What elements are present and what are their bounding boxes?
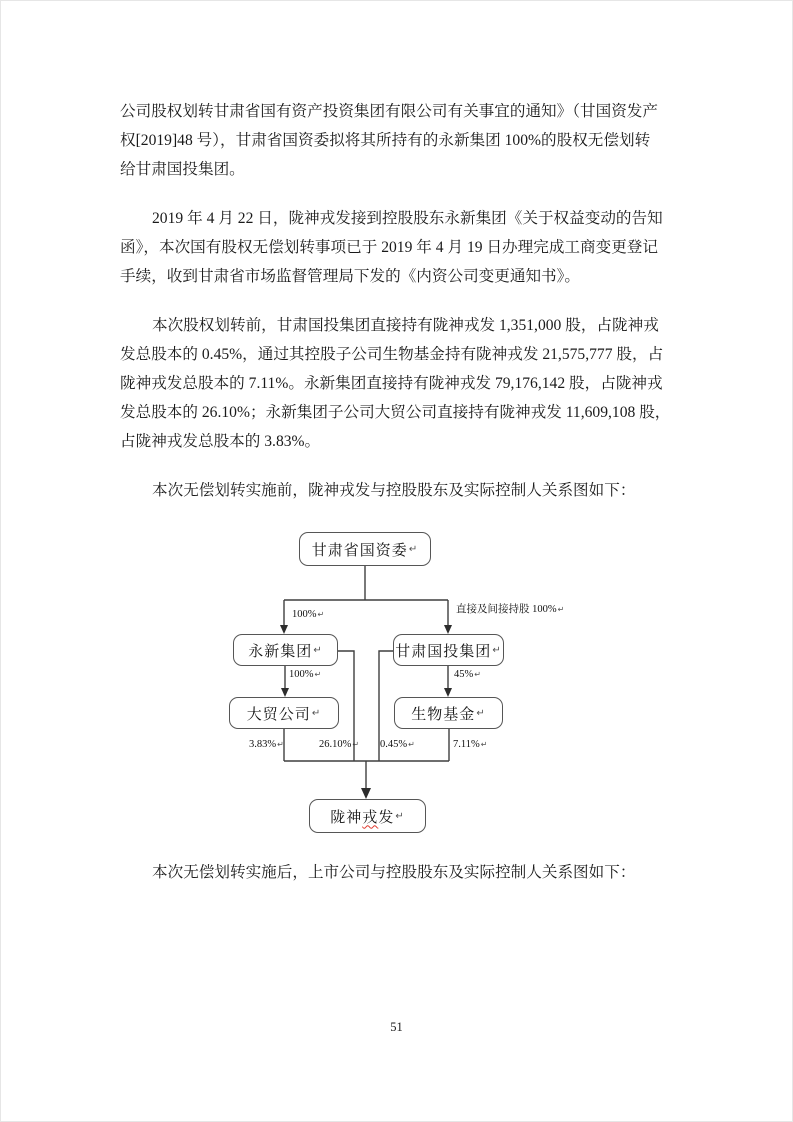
- paragraph-5-diagram-intro-after: [120, 858, 676, 887]
- edge-label-damao-holding: [249, 739, 284, 751]
- misspelled-character: 戎: [362, 809, 379, 826]
- paragraph-3: [120, 311, 676, 456]
- edge-label-text: 3.83%: [249, 739, 277, 750]
- edge-label-fund-holding: [453, 739, 487, 751]
- node-gansu-sasac: [299, 532, 431, 566]
- return-mark-icon: ↵: [474, 670, 481, 679]
- text-line: 本次无偿划转实施后，上市公司与控股股东及实际控制人关系图如下：: [152, 864, 636, 881]
- edge-label-text: 100%: [289, 669, 314, 680]
- return-mark-icon: ↵: [408, 543, 419, 555]
- text-line: 函》，本次国有股权无偿划转事项已于 2019 年 4 月 19 日办理完成工商变更登记: [120, 239, 658, 256]
- return-mark-icon: ↵: [395, 810, 405, 822]
- text-line: 手续，收到甘肃省市场监督管理局下发的《内资公司变更通知书》。: [120, 268, 581, 285]
- node-label: 甘肃国投集团: [395, 643, 492, 660]
- page-number: 51: [390, 1020, 403, 1034]
- paragraph-1: [120, 97, 676, 184]
- text-line: 2019 年 4 月 22 日，陇神戎发接到控股股东永新集团《关于权益变动的告知: [152, 210, 663, 227]
- return-mark-icon: ↵: [557, 605, 565, 614]
- node-label: 陇神: [330, 809, 363, 826]
- return-mark-icon: ↵: [311, 707, 322, 719]
- text-line: 给甘肃国投集团。: [120, 161, 245, 178]
- node-label: 生物基金: [411, 706, 476, 723]
- edge-label-yongxin-to-damao: [289, 669, 321, 681]
- text-line: 发总股本的 26.10%；永新集团子公司大贸公司直接持有陇神戎发 11,609,108 股，: [120, 404, 671, 421]
- edge-label-text: 直接及间接持股 100%: [456, 604, 557, 615]
- return-mark-icon: ↵: [314, 670, 322, 679]
- edge-label-guotou-holding: [380, 739, 415, 751]
- return-mark-icon: ↵: [408, 740, 415, 749]
- node-gansu-guotou-group: [393, 634, 504, 666]
- text-line: 公司股权划转甘肃省国有资产投资集团有限公司有关事宜的通知》（甘国资发产: [120, 103, 658, 120]
- node-yongxin-group: [233, 634, 338, 666]
- node-label: 大贸公司: [246, 706, 311, 723]
- edge-label-sasac-to-guotou: [456, 604, 564, 616]
- connector-lines: [120, 521, 676, 841]
- text-line: 占陇神戎发总股本的 3.83%。: [120, 433, 321, 450]
- node-label: 永新集团: [248, 643, 313, 660]
- paragraph-2: [120, 204, 676, 291]
- edge-label-text: 7.11%: [453, 739, 480, 750]
- node-label: 发: [378, 809, 395, 826]
- edge-label-text: 0.45%: [380, 739, 408, 750]
- return-mark-icon: ↵: [476, 707, 486, 719]
- text-line: 本次股权划转前，甘肃国投集团直接持有陇神戎发 1,351,000 股，占陇神戎: [152, 317, 659, 334]
- return-mark-icon: ↵: [480, 740, 488, 749]
- return-mark-icon: ↵: [277, 740, 284, 749]
- return-mark-icon: ↵: [492, 644, 502, 656]
- edge-label-text: 100%: [292, 609, 317, 620]
- return-mark-icon: ↵: [352, 740, 360, 749]
- text-line: 权[2019]48 号），甘肃省国资委拟将其所持有的永新集团 100%的股权无偿划转: [120, 132, 651, 149]
- paragraph-4-diagram-intro-before: [120, 476, 676, 505]
- edge-label-sasac-to-yongxin: [292, 609, 324, 621]
- return-mark-icon: ↵: [317, 610, 325, 619]
- text-line: 发总股本的 0.45%，通过其控股子公司生物基金持有陇神戎发 21,575,777 股，占: [120, 346, 664, 363]
- node-longshen-rongfa: [309, 799, 426, 833]
- edge-label-guotou-to-fund: [454, 669, 481, 681]
- text-line: 陇神戎发总股本的 7.11%。永新集团直接持有陇神戎发 79,176,142 股，占陇神戎: [120, 375, 663, 392]
- edge-label-text: 45%: [454, 669, 474, 680]
- edge-label-text: 26.10%: [319, 739, 352, 750]
- text-line: 本次无偿划转实施前，陇神戎发与控股股东及实际控制人关系图如下：: [152, 482, 636, 499]
- return-mark-icon: ↵: [313, 644, 323, 656]
- node-damao-company: [229, 697, 339, 729]
- node-label: 甘肃省国资委: [311, 542, 408, 559]
- ownership-relationship-diagram: [120, 521, 676, 841]
- edge-label-yongxin-holding: [319, 739, 359, 751]
- node-biology-fund: [394, 697, 503, 729]
